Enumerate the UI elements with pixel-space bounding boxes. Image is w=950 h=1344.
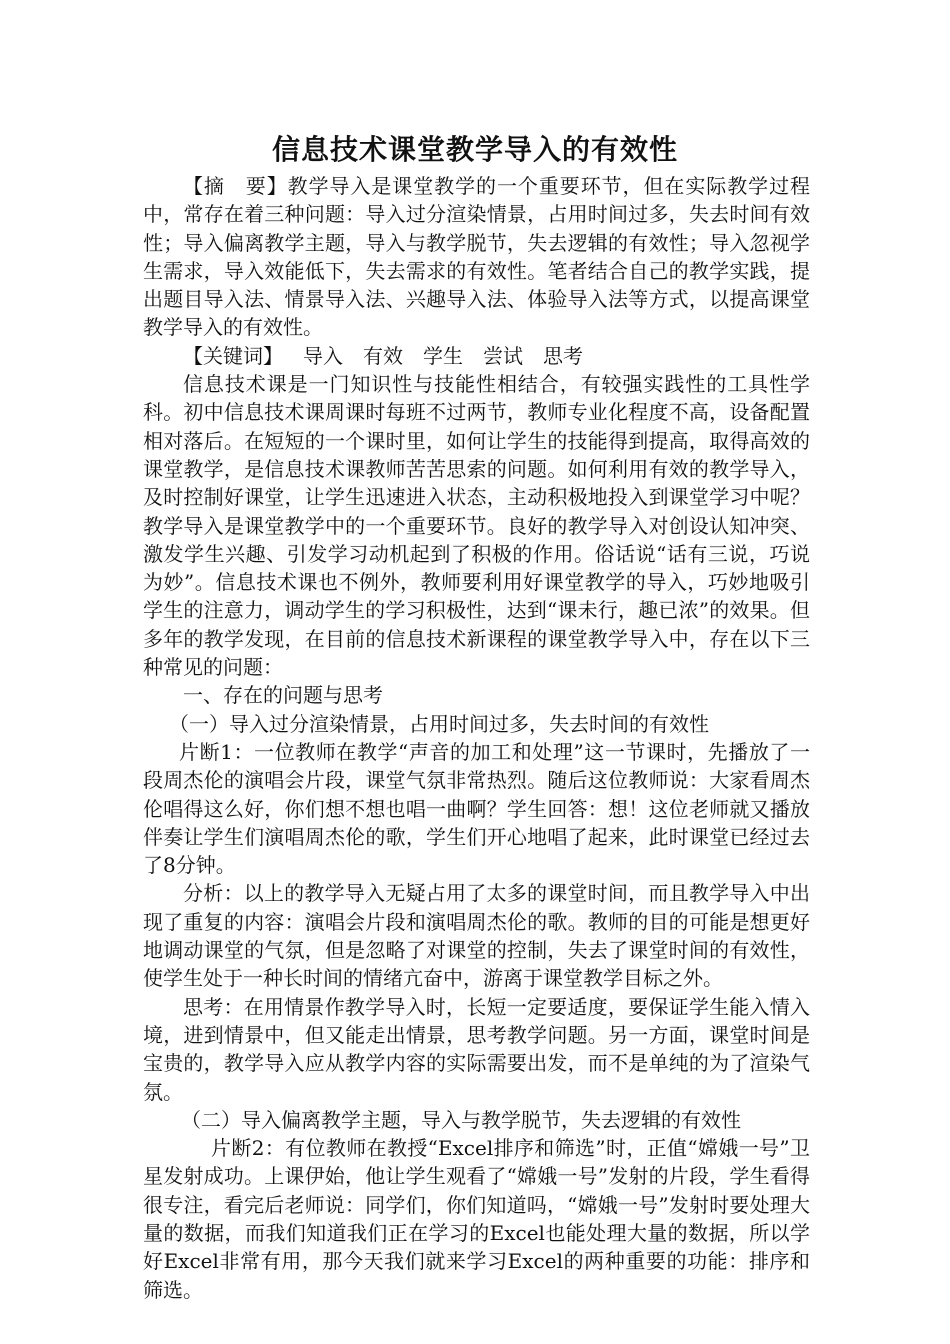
keyword-item: 有效 (363, 343, 403, 368)
keyword-item: 导入 (303, 343, 343, 368)
keyword-item: 学生 (423, 343, 463, 368)
abstract-paragraph (143, 172, 810, 342)
keywords-paragraph (143, 342, 810, 370)
keyword-item: 思考 (543, 343, 583, 368)
intro-paragraph: 信息技术课是一门知识性与技能性相结合，有较强实践性的工具性学科。初中信息技术课周课时每班不过两节，教师专业化程度不高，设备配置相对落后。在短短的一个课时里，如何让学生的技能得到提高，取得高效的课堂教学，是信息技术课教师苦苦思索的问题。如何利用有效的教学导入，及时控制好课堂，让学生迅速进入状态，主动积极地投入到课堂学习中呢？教学导入是课堂教学中的一个重要环节。良好的教学导入对创设认知冲突、激发学生兴趣、引发学习动机起到了积极的作用。俗话说“话有三说，巧说为妙”。信息技术课也不例外，教师要利用好课堂教学的导入，巧妙地吸引学生的注意力，调动学生的学习积极性，达到“课未行，趣已浓”的效果。但多年的教学发现，在目前的信息技术新课程的课堂教学导入中，存在以下三种常见的问题： (143, 372, 810, 680)
subsection-heading: （一）导入过分渲染情景，占用时间过多，失去时间的有效性 (169, 711, 709, 736)
subsection-heading: （二）导入偏离教学主题，导入与教学脱节，失去逻辑的有效性 (181, 1107, 741, 1132)
keyword-item: 尝试 (483, 343, 523, 368)
fragment-paragraph: 片断2：有位教师在教授“Excel排序和筛选”时，正值“嫦娥一号”卫星发射成功。上课伊始，他让学生观看了“嫦娥一号”发射的片段，学生看得很专注，看完后老师说：同学们，你们知道吗，“嫦娥一号”发射时要处理大量的数据，而我们知道我们正在学习的Excel也能处理大量的数据，所以学好Excel非常有用，那今天我们就来学习Excel的两种重要的功能：排序和筛选。 (143, 1136, 810, 1302)
section-heading: 一、存在的问题与思考 (183, 683, 383, 708)
thinking-paragraph: 思考：在用情景作教学导入时，长短一定要适度，要保证学生能入情入境，进到情景中，但又能走出情景，思考教学问题。另一方面，课堂时间是宝贵的，教学导入应从教学内容的实际需要出发，而不是单纯的为了渲染气氛。 (143, 994, 810, 1104)
abstract-label: 【摘 要】 (183, 174, 288, 198)
abstract-text: 教学导入是课堂教学的一个重要环节，但在实际教学过程中，常存在着三种问题：导入过分渲染情景，占用时间过多，失去时间有效性；导入偏离教学主题，导入与教学脱节，失去逻辑的有效性；导入忽视学生需求，导入效能低下，失去需求的有效性。笔者结合自己的教学实践，提出题目导入法、情景导入法、兴趣导入法、体验导入法等方式，以提高课堂教学导入的有效性。 (143, 174, 811, 340)
fragment-paragraph: 片断1：一位教师在教学“声音的加工和处理”这一节课时，先播放了一段周杰伦的演唱会片段，课堂气氛非常热烈。随后这位教师说：大家看周杰伦唱得这么好，你们想不想也唱一曲啊？学生回答：想！这位老师就又播放伴奏让学生们演唱周杰伦的歌，学生们开心地唱了起来，此时课堂已经过去了8分钟。 (143, 739, 810, 878)
analysis-paragraph: 分析：以上的教学导入无疑占用了太多的课堂时间，而且教学导入中出现了重复的内容：演唱会片段和演唱周杰伦的歌。教师的目的可能是想更好地调动课堂的气氛，但是忽略了对课堂的控制，失去了课堂时间的有效性，使学生处于一种长时间的情绪亢奋中，游离于课堂教学目标之外。 (143, 881, 810, 991)
document-body (143, 172, 810, 1304)
page-title: 信息技术课堂教学导入的有效性 (271, 133, 678, 166)
keywords-label: 【关键词】 (183, 343, 283, 368)
